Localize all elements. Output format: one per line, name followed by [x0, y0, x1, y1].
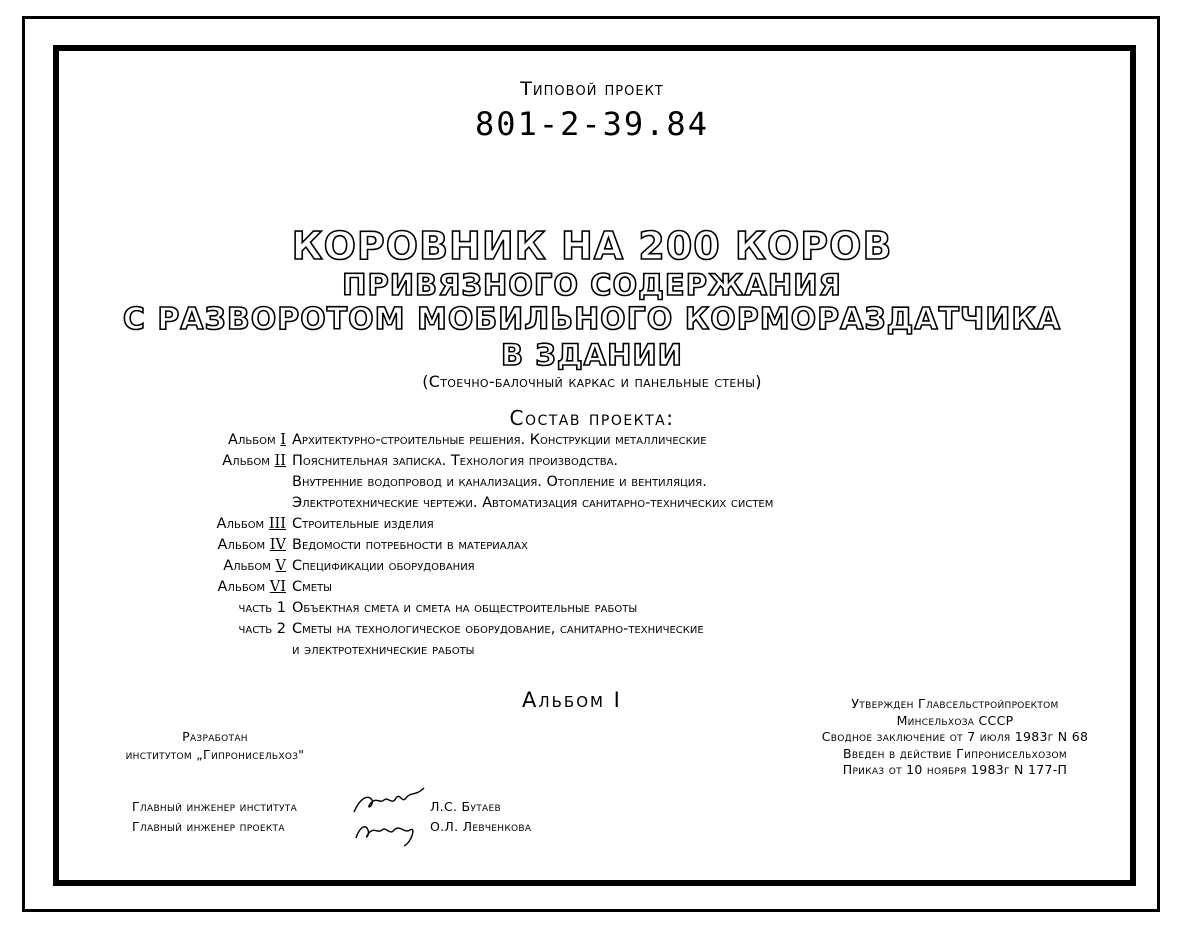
developer-block: [70, 728, 360, 764]
composition-row: [150, 577, 1050, 598]
row-label: часть: [238, 600, 273, 616]
row-label: Альбом: [227, 432, 276, 448]
row-number: 2: [276, 621, 286, 637]
composition-row: [150, 619, 1050, 640]
row-label: Альбом: [217, 537, 266, 553]
row-text: Ведомости потребности в материалах: [292, 537, 528, 553]
row-label: Альбом: [217, 579, 266, 595]
title-line-4: В ЗДАНИИ: [501, 338, 683, 372]
composition-row: [150, 451, 1050, 472]
title-line-2: ПРИВЯЗНОГО СОДЕРЖАНИЯ: [342, 268, 842, 302]
approval-line: Введен в действие Гипронисельхозом: [843, 745, 1067, 761]
composition-row: [150, 556, 1050, 577]
album-label: Альбом I: [522, 688, 622, 712]
row-text: Электротехнические чертежи. Автоматизация санитарно-технических систем: [292, 495, 774, 511]
row-text: Объектная смета и смета на общестроительные работы: [292, 600, 638, 616]
composition-row: [150, 472, 1050, 493]
engineer-names: [430, 797, 531, 837]
row-text: Сметы: [292, 579, 333, 595]
approval-block: [770, 696, 1140, 779]
row-text: Архитектурно-строительные решения. Конструкции металлические: [292, 432, 707, 448]
project-number: 801-2-39.84: [475, 105, 709, 143]
developer-line: Разработан: [182, 729, 248, 744]
engineer-name: О.Л. Левченкова: [430, 819, 532, 834]
developer-line: институтом „Гипронисельхоз": [125, 747, 305, 762]
approval-line: Минсельхоза СССР: [896, 712, 1014, 728]
signature-2: [356, 827, 413, 846]
row-text: Строительные изделия: [292, 516, 434, 532]
row-number: III: [268, 516, 286, 532]
approval-line: Сводное заключение от 7 июля 1983г N 68: [821, 729, 1089, 744]
title-line-1: КОРОВНИК НА 200 КОРОВ: [291, 224, 893, 268]
row-number: I: [280, 432, 286, 448]
composition-row: [150, 598, 1050, 619]
row-text: Пояснительная записка. Технология производства.: [292, 453, 619, 469]
row-label: Альбом: [223, 558, 271, 574]
composition-list: [150, 430, 1050, 661]
composition-row: [150, 430, 1050, 451]
row-number: IV: [269, 537, 286, 553]
signatures: [350, 786, 430, 848]
row-label: часть: [238, 621, 273, 637]
signature-1: [354, 788, 424, 812]
row-text: Сметы на технологическое оборудование, санитарно-технические: [292, 621, 704, 637]
row-number: V: [275, 558, 286, 574]
row-label: Альбом: [216, 516, 265, 532]
row-text: и электротехнические работы: [292, 642, 475, 658]
approval-line: Приказ от 10 ноября 1983г N 177-П: [842, 762, 1068, 777]
row-text: Спецификации оборудования: [292, 558, 475, 574]
title-subtitle: (Стоечно-балочный каркас и панельные стены): [422, 372, 762, 391]
row-number: VI: [269, 579, 286, 595]
composition-row: [150, 514, 1050, 535]
composition-heading: Состав проекта:: [509, 406, 675, 430]
row-text: Внутренние водопровод и канализация. Отопление и вентиляция.: [292, 474, 707, 490]
approval-line: Утвержден Главсельстройпроектом: [851, 696, 1059, 711]
row-label: Альбом: [222, 453, 270, 469]
row-number: II: [274, 453, 286, 469]
engineer-roles: [132, 797, 297, 837]
engineer-name: Л.С. Бутаев: [430, 799, 501, 814]
composition-row: [150, 535, 1050, 556]
engineer-role: Главный инженер института: [132, 799, 298, 814]
row-number: 1: [276, 600, 286, 616]
composition-row: [150, 640, 1050, 661]
title-line-3: С РАЗВОРОТОМ МОБИЛЬНОГО КОРМОРАЗДАТЧИКА: [122, 302, 1062, 337]
engineer-role: Главный инженер проекта: [132, 819, 285, 834]
project-kicker: Типовой проект: [520, 78, 664, 100]
composition-row: [150, 493, 1050, 514]
